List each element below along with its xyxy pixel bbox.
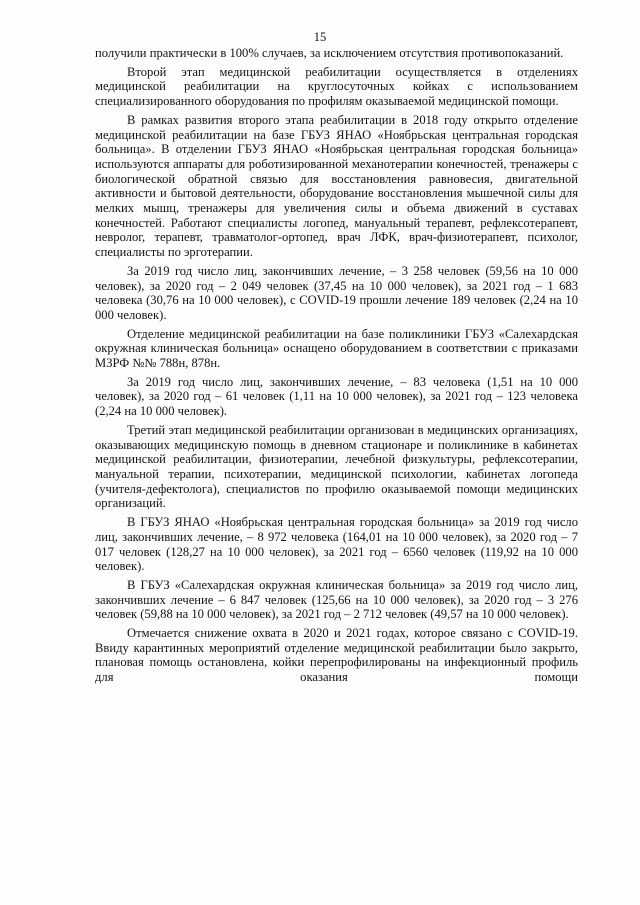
paragraph-salekhard-department: Отделение медицинской реабилитации на базе поликлиники ГБУЗ «Салехардская окружная клиническая больница» оснащено оборудованием в соответствии с приказами МЗРФ №№ 788н, 878н. bbox=[95, 326, 578, 371]
paragraph-noyabrsk-department: В рамках развития второго этапа реабилитации в 2018 году открыто отделение медицинской реабилитации на базе ГБУЗ ЯНАО «Ноябрьская центральная городская больница». В отделении ГБУЗ ЯНАО «Ноябрьская центральная городская больница» используются аппараты для роботизированной механотерапии конечностей, тренажеры с биологической обратной связью для восстановления равновесия, двигательной активности и бытовой деятельности, оборудование восстановления мышечной силы для мелких мышц, тренажеры для увеличения силы и объема движений в суставах конечностей. Работают специалисты логопед, мануальный терапевт, рефлексотерапевт, невролог, терапевт, травматолог-ортопед, врач ЛФК, врач-физиотерапевт, психолог, специалисты по эрготерапии. bbox=[95, 112, 578, 260]
paragraph-noyabrsk-stats: За 2019 год число лиц, закончивших лечение, – 3 258 человек (59,56 на 10 000 человек), за 2020 год – 2 049 человек (37,45 на 10 000 человек), за 2021 год – 1 683 человека (30,76 на 10 000 человек), с COVID-19 прошли лечение 189 человек (2,24 на 10 000 человек). bbox=[95, 263, 578, 322]
paragraph-continuation: получили практически в 100% случаев, за исключением отсутствия противопоказаний. bbox=[95, 46, 564, 60]
paragraph-second-stage: Второй этап медицинской реабилитации осуществляется в отделениях медицинской реабилитации на круглосуточных койках с использованием специализированного оборудования по профилям оказываемой медицинской помощи. bbox=[95, 64, 578, 109]
paragraph-salekhard-stats: За 2019 год число лиц, закончивших лечение, – 83 человека (1,51 на 10 000 человек), за 2020 год – 61 человек (1,11 на 10 000 человек), за 2021 год – 123 человека (2,24 на 10 000 человек). bbox=[95, 374, 578, 419]
paragraph-noyabrsk-third-stage-stats: В ГБУЗ ЯНАО «Ноябрьская центральная городская больница» за 2019 год число лиц, закончивших лечение, – 8 972 человека (164,01 на 10 000 человек), за 2020 год – 7 017 человек (128,27 на 10 000 человек), за 2021 год – 6560 человек (119,92 на 10 000 человек). bbox=[95, 515, 578, 574]
page-number: 15 bbox=[313, 30, 327, 44]
paragraph-third-stage: Третий этап медицинской реабилитации организован в медицинских организациях, оказывающих медицинскую помощь в дневном стационаре и поликлинике в кабинетах медицинской реабилитации, физиотерапии, лечебной физкультуры, рефлексотерапии, мануальной терапии, психотерапии, медицинской психологии, кабинетах логопеда (учителя-дефектолога), специалистов по профилю оказываемой помощи медицинских организаций. bbox=[95, 422, 578, 511]
paragraph-salekhard-third-stage-stats: В ГБУЗ «Салехардская окружная клиническая больница» за 2019 год число лиц, закончивших лечение – 6 847 человек (125,66 на 10 000 человек), за 2020 год – 3 276 человек (59,88 на 10 000 человек), за 2021 год – 2 712 человек (49,57 на 10 000 человек). bbox=[95, 577, 578, 622]
paragraph-covid-decline: Отмечается снижение охвата в 2020 и 2021 годах, которое связано с COVID-19. Ввиду карантинных мероприятий отделение медицинской реабилитации было закрыто, плановая помощь остановлена, койки перепрофилированы на инфекционный профиль для оказания помощи bbox=[95, 626, 578, 685]
document-body bbox=[95, 46, 578, 689]
